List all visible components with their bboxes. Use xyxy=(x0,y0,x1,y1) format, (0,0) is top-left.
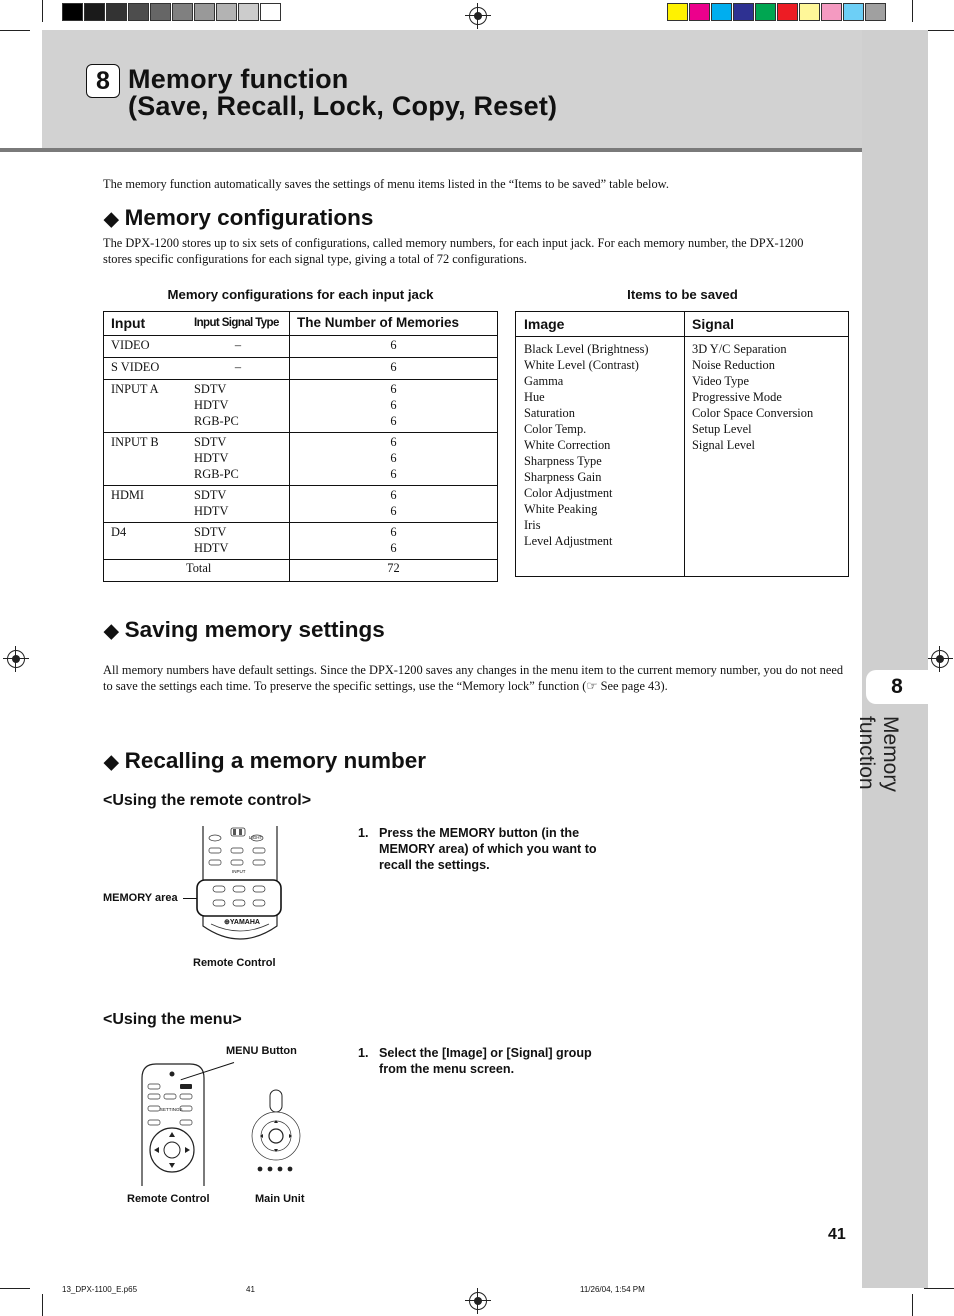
config-total-row xyxy=(104,560,498,582)
gray-swatch xyxy=(106,3,127,21)
settings-label: SETTINGS xyxy=(160,1107,183,1112)
gray-swatch xyxy=(150,3,171,21)
image-item: Sharpness Gain xyxy=(524,470,602,484)
section-heading-recalling: ◆ Recalling a memory number xyxy=(104,748,426,773)
memory-count-value: 6 xyxy=(390,451,397,465)
gray-swatch xyxy=(84,3,105,21)
memory-area-label: MEMORY area xyxy=(103,892,178,904)
menu-step-number: 1. xyxy=(358,1046,369,1060)
color-swatch xyxy=(799,3,820,21)
remote-control-icon xyxy=(195,826,285,944)
gray-swatch xyxy=(238,3,259,21)
config-header-count: The Number of Memories xyxy=(290,312,498,336)
signal-item: Setup Level xyxy=(692,422,752,436)
config-input-cell: INPUT A xyxy=(104,380,188,433)
color-swatch xyxy=(755,3,776,21)
remote-light-label: LIGHT xyxy=(249,835,263,840)
color-swatch xyxy=(865,3,886,21)
image-item: Level Adjustment xyxy=(524,534,613,548)
config-count-cell xyxy=(290,380,498,433)
color-swatch xyxy=(689,3,710,21)
memory-count-value: 6 xyxy=(390,488,397,502)
config-signal-type-cell xyxy=(187,380,290,433)
config-signal-type-cell xyxy=(187,523,290,560)
signal-type-value: SDTV xyxy=(194,382,227,396)
footer-page: 41 xyxy=(246,1285,255,1294)
section-heading-saving: ◆ Saving memory settings xyxy=(104,617,385,642)
page-title-line2: (Save, Recall, Lock, Copy, Reset) xyxy=(128,91,558,121)
config-count-cell xyxy=(290,433,498,486)
items-table xyxy=(515,311,849,577)
image-item: Hue xyxy=(524,390,545,404)
menu-step-text: Select the [Image] or [Signal] group from the menu screen. xyxy=(379,1046,592,1076)
gray-swatch xyxy=(194,3,215,21)
signal-type-value: HDTV xyxy=(194,398,229,412)
footer-file: 13_DPX-1100_E.p65 xyxy=(62,1285,138,1294)
subheading-remote: <Using the remote control> xyxy=(103,792,312,809)
config-count-cell xyxy=(290,523,498,560)
signal-item: Progressive Mode xyxy=(692,390,782,404)
signal-type-value: HDTV xyxy=(194,504,229,518)
config-table-row xyxy=(104,523,498,560)
config-header-signal-type: Input Signal Type xyxy=(187,312,290,336)
config-signal-type-cell xyxy=(187,486,290,523)
total-value: 72 xyxy=(290,560,498,582)
main-unit-illustration xyxy=(238,1080,322,1176)
config-table-row xyxy=(104,486,498,523)
main-unit-control-icon xyxy=(238,1080,322,1176)
signal-type-value: SDTV xyxy=(194,525,227,539)
color-swatch xyxy=(667,3,688,21)
signal-type-value: – xyxy=(234,360,242,374)
image-item: Color Adjustment xyxy=(524,486,613,500)
color-swatch xyxy=(733,3,754,21)
signal-type-value: RGB-PC xyxy=(194,467,239,481)
color-swatch xyxy=(777,3,798,21)
remote-step-text: Press the MEMORY button (in the MEMORY area) of which you want to recall the settings. xyxy=(379,826,597,872)
page-title xyxy=(128,66,557,120)
remote-figure-caption: Remote Control xyxy=(193,957,276,969)
config-table-caption: Memory configurations for each input jack xyxy=(167,287,434,302)
signal-type-value: SDTV xyxy=(194,435,227,449)
menu-figure-caption-main: Main Unit xyxy=(255,1193,305,1205)
image-item: Sharpness Type xyxy=(524,454,602,468)
total-label: Total xyxy=(186,561,212,575)
signal-item: Noise Reduction xyxy=(692,358,775,372)
config-table-row xyxy=(104,433,498,486)
config-count-cell xyxy=(290,336,498,358)
menu-figure-caption-remote: Remote Control xyxy=(127,1193,210,1205)
intro-text: The memory function automatically saves the settings of menu items listed in the “Items to be saved” table below. xyxy=(103,177,669,191)
config-table-row xyxy=(104,380,498,433)
image-item: White Peaking xyxy=(524,502,598,516)
memory-count-value: 6 xyxy=(390,382,397,396)
config-count-cell xyxy=(290,486,498,523)
image-item: Color Temp. xyxy=(524,422,587,436)
signal-items-cell xyxy=(685,337,849,577)
remote-control-icon xyxy=(138,1062,208,1186)
config-input-cell: HDMI xyxy=(104,486,188,523)
memory-count-value: 6 xyxy=(390,435,397,449)
config-header-input: Input xyxy=(104,312,188,336)
config-table-row xyxy=(104,358,498,380)
items-table-caption: Items to be saved xyxy=(627,287,738,302)
signal-type-value: HDTV xyxy=(194,451,229,465)
gray-swatch xyxy=(260,3,281,21)
gray-swatch xyxy=(62,3,83,21)
remote-control-illustration xyxy=(195,826,285,944)
items-header-signal: Signal xyxy=(685,312,849,337)
diamond-icon: ◆ xyxy=(104,752,119,773)
side-bar xyxy=(855,30,928,1288)
signal-type-value: – xyxy=(234,338,242,352)
config-input-cell: S VIDEO xyxy=(104,358,188,380)
registration-mark-top-icon xyxy=(469,7,487,25)
memory-count-value: 6 xyxy=(390,525,397,539)
saving-text: All memory numbers have default settings. Since the DPX-1200 saves any changes in the menu item to the current memory number, you do not need to save the settings each time. To preserve the specific settings, use the “Memory lock” function (☞ See page 43). xyxy=(103,663,844,693)
signal-type-value: HDTV xyxy=(194,541,229,555)
color-swatch xyxy=(821,3,842,21)
image-item: White Correction xyxy=(524,438,611,452)
page-number: 41 xyxy=(828,1226,846,1243)
remote-step-number: 1. xyxy=(358,826,369,840)
image-items-cell xyxy=(516,337,685,577)
config-signal-type-cell xyxy=(187,433,290,486)
color-swatch xyxy=(843,3,864,21)
subheading-menu: <Using the menu> xyxy=(103,1011,242,1028)
diamond-icon: ◆ xyxy=(104,621,119,642)
config-table xyxy=(103,311,498,582)
header-rule xyxy=(0,148,862,152)
menu-remote-illustration xyxy=(138,1062,208,1186)
yamaha-logo-icon: ⊕ xyxy=(224,919,230,926)
memory-count-value: 6 xyxy=(390,504,397,518)
gray-swatch xyxy=(172,3,193,21)
remote-brand-logo: ⊕YAMAHA xyxy=(224,919,260,926)
image-item: Iris xyxy=(524,518,541,532)
page-title-line1: Memory function xyxy=(128,64,349,94)
memory-count-value: 6 xyxy=(390,360,397,374)
memory-area-leader xyxy=(183,898,197,899)
signal-type-value: SDTV xyxy=(194,488,227,502)
registration-mark-left-icon xyxy=(7,650,25,668)
side-chapter-label: Memory function xyxy=(855,716,902,792)
signal-item: Signal Level xyxy=(692,438,755,452)
config-signal-type-cell xyxy=(187,336,290,358)
remote-input-label: INPUT xyxy=(232,869,246,874)
registration-mark-right-icon xyxy=(931,650,949,668)
config-input-cell: D4 xyxy=(104,523,188,560)
color-swatch xyxy=(711,3,732,21)
image-item: Saturation xyxy=(524,406,575,420)
menu-button-label: MENU Button xyxy=(226,1045,297,1057)
items-header-image: Image xyxy=(516,312,685,337)
memory-count-value: 6 xyxy=(390,398,397,412)
memory-count-value: 6 xyxy=(390,467,397,481)
signal-item: Video Type xyxy=(692,374,750,388)
registration-mark-bottom-icon xyxy=(469,1292,487,1310)
config-table-row xyxy=(104,336,498,358)
config-signal-type-cell xyxy=(187,358,290,380)
config-count-cell xyxy=(290,358,498,380)
image-item: Gamma xyxy=(524,374,564,388)
side-chapter-tab: 8 xyxy=(866,670,928,704)
gray-swatch xyxy=(128,3,149,21)
gray-swatch xyxy=(216,3,237,21)
signal-type-value: RGB-PC xyxy=(194,414,239,428)
memory-count-value: 6 xyxy=(390,338,397,352)
section-heading-configurations: ◆ Memory configurations xyxy=(104,205,374,230)
image-item: Black Level (Brightness) xyxy=(524,342,649,356)
config-input-cell: VIDEO xyxy=(104,336,188,358)
signal-item: Color Space Conversion xyxy=(692,406,814,420)
memory-count-value: 6 xyxy=(390,414,397,428)
diamond-icon: ◆ xyxy=(104,209,119,230)
chapter-number-box: 8 xyxy=(86,64,120,98)
configurations-text: The DPX-1200 stores up to six sets of configurations, called memory numbers, for each input jack. For each memory number, the DPX-1200 stores specific configurations for each signal type, giving a total of 72 configurations. xyxy=(103,236,804,266)
config-input-cell: INPUT B xyxy=(104,433,188,486)
memory-count-value: 6 xyxy=(390,541,397,555)
footer-timestamp: 11/26/04, 1:54 PM xyxy=(580,1285,645,1294)
signal-item: 3D Y/C Separation xyxy=(692,342,787,356)
image-item: White Level (Contrast) xyxy=(524,358,639,372)
